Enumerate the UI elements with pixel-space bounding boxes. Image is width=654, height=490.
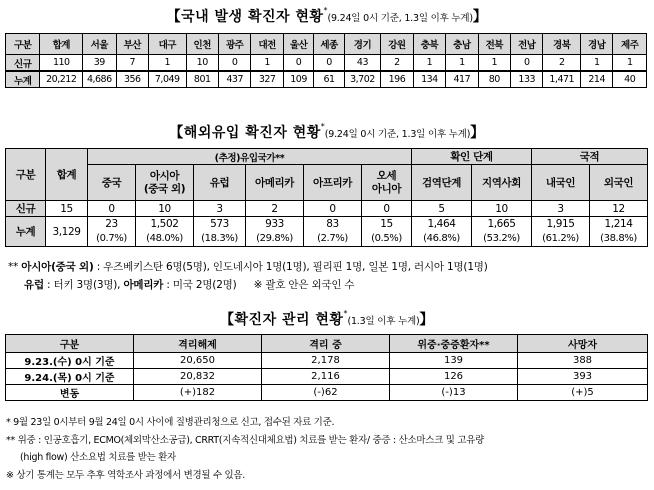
management-change-row (6, 385, 648, 401)
table-cell: 0 (88, 201, 136, 217)
table-cell: 2 (246, 201, 304, 217)
overseas-pct-row (6, 232, 648, 247)
table-cell: 1 (446, 55, 478, 72)
table-cell: 133 (511, 71, 543, 88)
table-cell: (0.5%) (362, 232, 412, 247)
table-cell: 214 (580, 71, 612, 88)
footnote-4: ※ 상기 통계는 모두 추후 역학조사 과정에서 변경될 수 있음. (6, 470, 246, 481)
table-cell: 20,650 (134, 353, 262, 369)
table-cell: 2 (381, 55, 413, 72)
table-cell: (0.7%) (88, 232, 136, 247)
table-cell: 933 (246, 217, 304, 232)
management-title-sup: * (343, 309, 348, 318)
table-cell: 801 (186, 71, 218, 88)
table-cell: 2 (543, 55, 581, 72)
table-cell: 39 (83, 55, 116, 72)
domestic-header-cell: 경기 (344, 34, 381, 55)
table-cell: 3,129 (46, 217, 88, 247)
footnote-2: ** 위중 : 인공호흡기, ECMO(체외막산소공급), CRRT(지속적신대체요법) 치료를 받는 환자/ 중증 : 산소마스크 및 고유량 (6, 435, 484, 446)
management-header-cell: 사망자 (518, 335, 648, 353)
table-cell: (-)13 (390, 385, 518, 401)
overseas-group-country: (추정)유입국가** (88, 149, 412, 165)
domestic-title-text: 【국내 발생 확진자 현황 (166, 9, 324, 25)
management-header-cell: 구분 (6, 335, 134, 353)
overseas-subheader-cell: 아메리카 (246, 165, 304, 201)
overseas-subheader-cell: 중국 (88, 165, 136, 201)
domestic-title (0, 6, 654, 26)
table-cell: 10 (186, 55, 218, 72)
overseas-group-nation: 국적 (532, 149, 648, 165)
table-cell: 2,116 (262, 369, 390, 385)
domestic-header-cell: 전남 (511, 34, 543, 55)
note-line-1 (8, 259, 488, 274)
table-cell: 0 (218, 55, 250, 72)
table-cell: 1 (580, 55, 612, 72)
table-cell: 변동 (6, 385, 134, 401)
table-cell: 7 (116, 55, 148, 72)
footnote-1: * 9월 23일 0시부터 9월 24일 0시 사이에 질병관리청으로 신고, 접수된 자료 기준. (6, 417, 335, 428)
overseas-subheader-cell: 지역사회 (472, 165, 532, 201)
note-asia-text: : 우즈베키스탄 6명(5명), 인도네시아 1명(1명), 필리핀 1명, 일본 1명, 러시아 1명(1명) (96, 261, 488, 273)
overseas-subheader-cell: 내국인 (532, 165, 590, 201)
overseas-title (0, 122, 654, 142)
overseas-subheader-cell: 아프리카 (304, 165, 362, 201)
overseas-col-total: 합계 (46, 149, 88, 201)
overseas-cum-row (6, 217, 648, 232)
table-cell: 0 (511, 55, 543, 72)
table-cell: 10 (136, 201, 194, 217)
table-cell: (53.2%) (472, 232, 532, 247)
domestic-header-cell: 부산 (116, 34, 148, 55)
overseas-subheader-cell: 외국인 (590, 165, 648, 201)
table-cell: 356 (116, 71, 148, 88)
domestic-header-cell: 강원 (381, 34, 413, 55)
domestic-header-cell: 경북 (543, 34, 581, 55)
note-asia-label: 아시아(중국 외) (21, 261, 94, 273)
table-cell: 388 (518, 353, 648, 369)
table-cell: 1 (251, 55, 283, 72)
table-cell: 1 (478, 55, 510, 72)
note-america-text: : 미국 2명(2명) (166, 279, 237, 291)
management-title-close: 】 (419, 312, 434, 328)
note-europe-label: 유럽 (24, 279, 44, 291)
domestic-header-cell: 합계 (40, 34, 83, 55)
table-cell: 1,471 (543, 71, 581, 88)
domestic-header-cell: 경남 (580, 34, 612, 55)
management-header-cell: 격리해제 (134, 335, 262, 353)
overseas-col-group: 구분 (6, 149, 46, 201)
overseas-subheader-cell: 검역단계 (412, 165, 472, 201)
table-cell: 20,212 (40, 71, 83, 88)
table-cell: 40 (613, 71, 647, 88)
note-europe-text: : 터키 3명(3명), (47, 279, 121, 291)
table-cell: (+)5 (518, 385, 648, 401)
note-marker: ** (8, 261, 19, 273)
table-cell: (2.7%) (304, 232, 362, 247)
table-cell: 1,915 (532, 217, 590, 232)
table-cell: 15 (362, 217, 412, 232)
overseas-subheader-cell: 유럽 (194, 165, 246, 201)
management-row (6, 353, 648, 369)
table-cell: (61.2%) (532, 232, 590, 247)
table-cell: 196 (381, 71, 413, 88)
table-cell: 80 (478, 71, 510, 88)
table-cell: 134 (413, 71, 445, 88)
table-cell: 신규 (6, 55, 40, 72)
table-cell: (-)62 (262, 385, 390, 401)
table-cell: 3 (194, 201, 246, 217)
table-cell: 61 (314, 71, 344, 88)
table-cell: 1,464 (412, 217, 472, 232)
table-cell: 3,702 (344, 71, 381, 88)
table-cell: 0 (304, 201, 362, 217)
table-cell: 1,214 (590, 217, 648, 232)
table-cell: 126 (390, 369, 518, 385)
table-cell: 83 (304, 217, 362, 232)
footnote-3: (high flow) 산소요법 치료를 받는 환자 (20, 452, 176, 463)
table-cell: 7,049 (148, 71, 186, 88)
table-cell: 139 (390, 353, 518, 369)
table-cell: 9.23.(수) 0시 기준 (6, 353, 134, 369)
table-cell: 327 (251, 71, 283, 88)
overseas-new-label: 신규 (6, 201, 46, 217)
table-cell: (38.8%) (590, 232, 648, 247)
overseas-title-close: 】 (470, 125, 485, 141)
table-cell: 0 (314, 55, 344, 72)
table-cell: 43 (344, 55, 381, 72)
table-cell: 109 (283, 71, 313, 88)
domestic-cum-row (6, 71, 647, 88)
domestic-header-row (6, 34, 647, 55)
domestic-header-cell: 광주 (218, 34, 250, 55)
table-cell: 누계 (6, 71, 40, 88)
overseas-title-sub: (9.24일 0시 기준, 1.3일 이후 누계) (324, 129, 471, 140)
table-cell: 12 (590, 201, 648, 217)
domestic-table (5, 33, 647, 88)
overseas-group-confirm: 확인 단계 (412, 149, 532, 165)
table-cell: 3 (532, 201, 590, 217)
domestic-header-cell: 충북 (413, 34, 445, 55)
domestic-header-cell: 서울 (83, 34, 116, 55)
table-cell: (18.3%) (194, 232, 246, 247)
overseas-subheader-cell: 아시아 (중국 외) (136, 165, 194, 201)
overseas-new-row (6, 201, 648, 217)
table-cell: 1 (613, 55, 647, 72)
management-title-sub: (1.3일 이후 누계) (347, 316, 420, 327)
table-cell: 573 (194, 217, 246, 232)
overseas-title-sup: * (320, 122, 325, 131)
table-cell: 20,832 (134, 369, 262, 385)
management-table (5, 334, 648, 401)
table-cell: (48.0%) (136, 232, 194, 247)
table-cell: 1 (413, 55, 445, 72)
table-cell: 1,665 (472, 217, 532, 232)
table-cell: (+)182 (134, 385, 262, 401)
note-america-label: 아메리카 (123, 279, 164, 291)
domestic-header-cell: 대전 (251, 34, 283, 55)
overseas-table (5, 148, 648, 247)
domestic-header-cell: 세종 (314, 34, 344, 55)
table-cell: 23 (88, 217, 136, 232)
table-cell: 10 (472, 201, 532, 217)
domestic-header-cell: 인천 (186, 34, 218, 55)
table-cell: 1 (148, 55, 186, 72)
table-cell: (29.8%) (246, 232, 304, 247)
table-cell: 15 (46, 201, 88, 217)
domestic-header-cell: 제주 (613, 34, 647, 55)
overseas-subheader-row (6, 165, 648, 201)
table-cell: 417 (446, 71, 478, 88)
management-header-cell: 위중·중증환자** (390, 335, 518, 353)
domestic-new-row (6, 55, 647, 72)
note-paren-text: ※ 괄호 안은 외국인 수 (253, 279, 355, 291)
table-cell: 0 (362, 201, 412, 217)
note-line-2 (24, 277, 354, 292)
overseas-subheader-cell: 오세 아니아 (362, 165, 412, 201)
management-row (6, 369, 648, 385)
domestic-title-sup: * (323, 6, 328, 15)
domestic-header-cell: 울산 (283, 34, 313, 55)
domestic-header-cell: 전북 (478, 34, 510, 55)
table-cell: 2,178 (262, 353, 390, 369)
table-cell: 437 (218, 71, 250, 88)
table-cell: 1,502 (136, 217, 194, 232)
domestic-header-cell: 구분 (6, 34, 40, 55)
domestic-title-close: 】 (472, 9, 488, 25)
table-cell: (46.8%) (412, 232, 472, 247)
overseas-title-text: 【해외유입 확진자 현황 (169, 125, 321, 141)
management-title (0, 309, 654, 329)
table-cell: 4,686 (83, 71, 116, 88)
domestic-title-sub: (9.24일 0시 기준, 1.3일 이후 누계) (327, 13, 473, 24)
overseas-group-row (6, 149, 648, 165)
management-header-row (6, 335, 648, 353)
table-cell: 393 (518, 369, 648, 385)
table-cell: 0 (283, 55, 313, 72)
domestic-header-cell: 대구 (148, 34, 186, 55)
table-cell: 110 (40, 55, 83, 72)
domestic-header-cell: 충남 (446, 34, 478, 55)
overseas-cum-label: 누계 (6, 217, 46, 247)
management-title-text: 【확진자 관리 현황 (220, 312, 344, 328)
table-cell: 5 (412, 201, 472, 217)
management-header-cell: 격리 중 (262, 335, 390, 353)
table-cell: 9.24.(목) 0시 기준 (6, 369, 134, 385)
